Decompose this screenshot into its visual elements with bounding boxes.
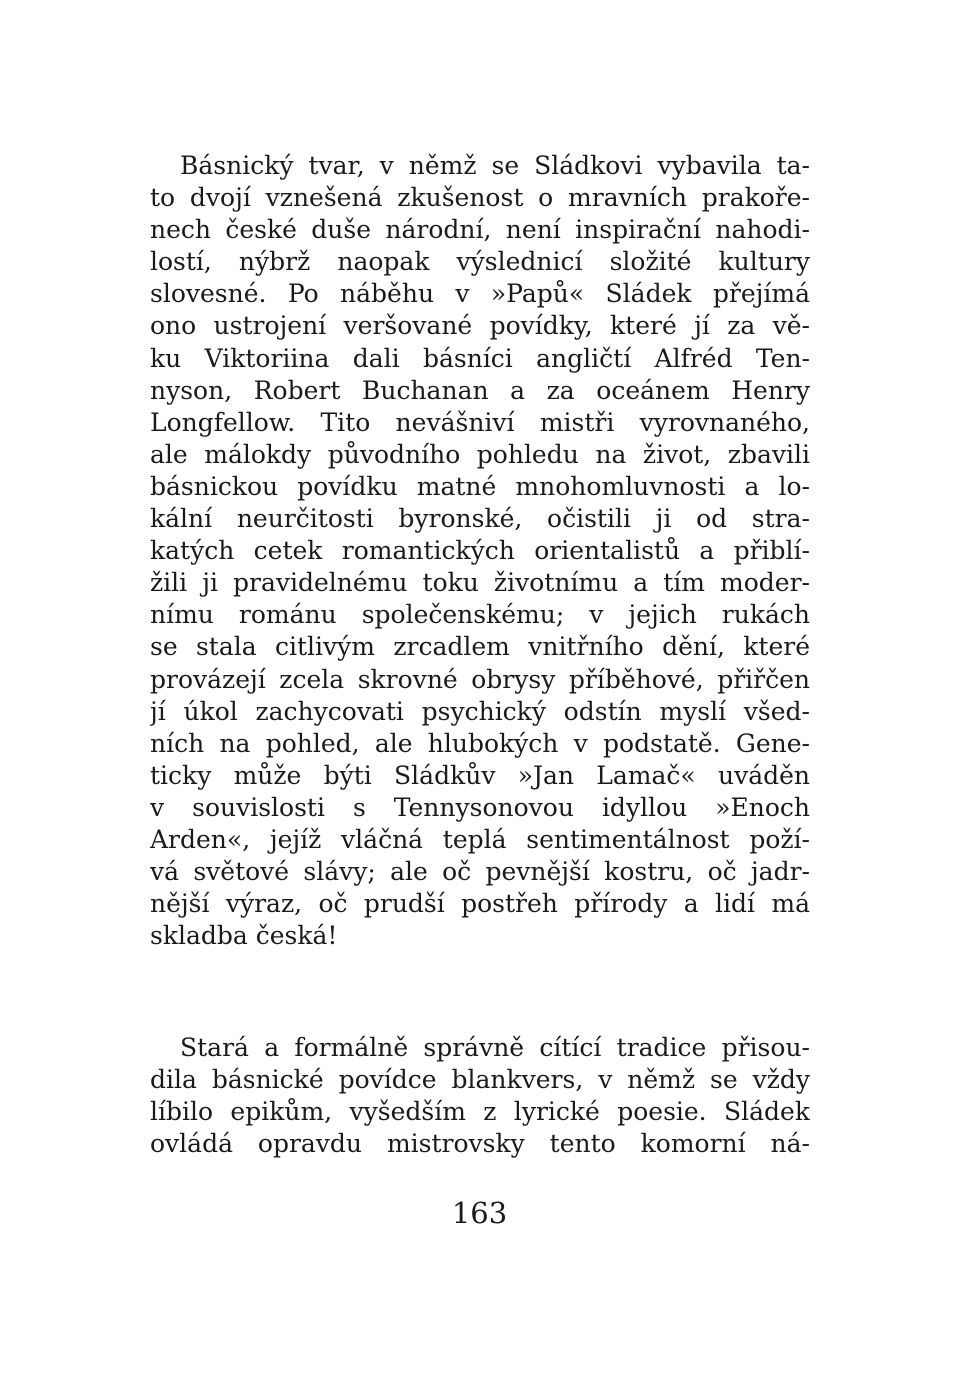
- text-line: ovládá opravdu mistrovsky tento komorní ná-: [150, 1129, 810, 1159]
- text-line: katých cetek romantických orientalistů a přiblí-: [150, 536, 810, 566]
- text-line: v souvislosti s Tennysonovou idyllou »Enoch: [150, 792, 810, 822]
- text-line: ale málokdy původního pohledu na život, zbavili: [150, 439, 810, 469]
- text-line: Stará a formálně správně cítící tradice přisou-: [180, 1033, 810, 1062]
- text-line: nímu románu společenskému; v jejich rukách: [150, 600, 810, 630]
- text-line: ticky může býti Sládkův »Jan Lamač« uváděn: [150, 760, 810, 790]
- text-line: lostí, nýbrž naopak výslednicí složité kultury: [150, 247, 810, 277]
- text-line: slovesné. Po náběhu v »Papů« Sládek přejímá: [150, 279, 810, 309]
- text-line: Básnický tvar, v němž se Sládkovi vybavila ta-: [180, 151, 810, 180]
- text-line: se stala citlivým zrcadlem vnitřního dění, které: [150, 632, 810, 662]
- text-line: jí úkol zachycovati psychický odstín myslí všed-: [150, 696, 810, 726]
- text-line: kální neurčitosti byronské, očistili ji od stra-: [150, 504, 810, 534]
- text-line: nyson, Robert Buchanan a za oceánem Henry: [150, 375, 810, 405]
- text-line: nější výraz, oč prudší postřeh přírody a lidí má: [150, 889, 810, 919]
- text-line: provázejí zcela skrovné obrysy příběhové, přiřčen: [150, 664, 810, 694]
- paragraph-1: [150, 150, 810, 952]
- text-line: dila básnické povídce blankvers, v němž se vždy: [150, 1065, 810, 1095]
- text-line: ono ustrojení veršované povídky, které jí za vě-: [150, 311, 810, 341]
- text-line: to dvojí vznešená zkušenost o mravních prakoře-: [150, 183, 810, 213]
- text-line: Longfellow. Tito nevášniví mistři vyrovnaného,: [150, 407, 810, 437]
- text-line: ních na pohled, ale hlubokých v podstatě. Gene-: [150, 728, 810, 758]
- paragraph-2: [150, 1032, 810, 1160]
- text-line: ku Viktoriina dali básníci angličtí Alfréd Ten-: [150, 343, 810, 373]
- text-line: žili ji pravidelnému toku životnímu a tím moder-: [150, 568, 810, 598]
- text-line: básnickou povídku matné mnohomluvnosti a lo-: [150, 471, 810, 501]
- text-line: líbilo epikům, vyšedším z lyrické poesie. Sládek: [150, 1097, 810, 1127]
- text-line: vá světové slávy; ale oč pevnější kostru, oč jadr-: [150, 857, 810, 887]
- text-line: nech české duše národní, není inspirační nahodi-: [150, 215, 810, 245]
- text-line: skladba česká!: [150, 921, 338, 951]
- page-number: 163: [451, 1196, 508, 1230]
- text-line: Arden«, jejíž vláčná teplá sentimentálnost poží-: [150, 824, 810, 854]
